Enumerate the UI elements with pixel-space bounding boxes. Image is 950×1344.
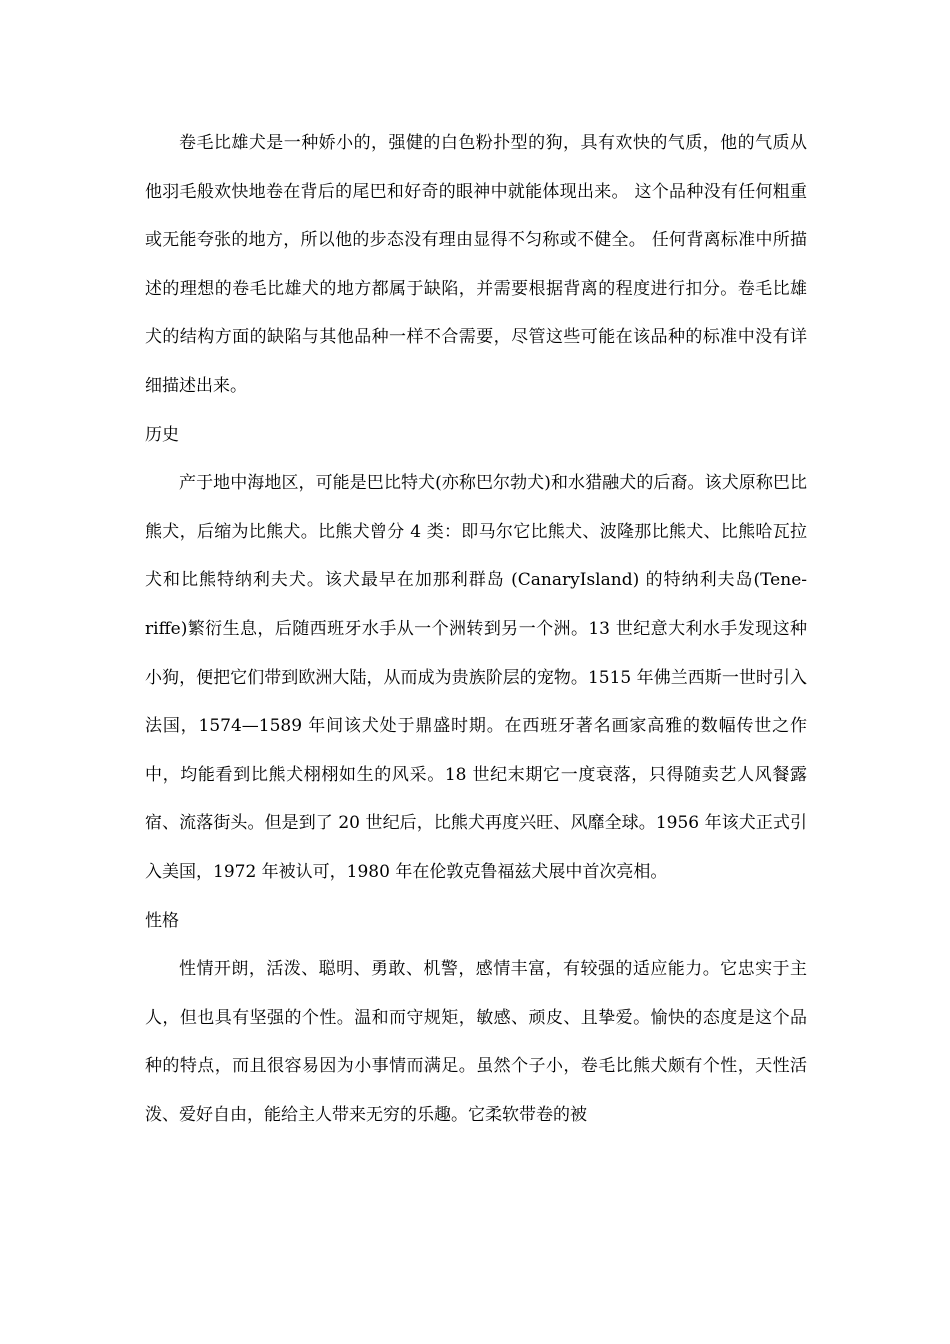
temperament-heading: 性格	[145, 910, 179, 931]
document-body	[145, 119, 807, 1139]
temperament-paragraph: 性情开朗，活泼、聪明、勇敢、机警，感情丰富，有较强的适应能力。它忠实于主人，但也具有坚强的个性。温和而守规矩，敏感、顽皮、且挚爱。愉快的态度是这个品种的特点，而且很容易因为小事情而满足。虽然个子小，卷毛比熊犬颇有个性，天性活泼、爱好自由，能给主人带来无穷的乐趣。它柔软带卷的被	[145, 959, 807, 1125]
intro-paragraph: 卷毛比雄犬是一种娇小的，强健的白色粉扑型的狗，具有欢快的气质，他的气质从他羽毛般欢快地卷在背后的尾巴和好奇的眼神中就能体现出来。 这个品种没有任何粗重或无能夸张的地方，所以他的步态没有理由显得不匀称或不健全。 任何背离标准中所描述的理想的卷毛比雄犬的地方都属于缺陷，并需要根据背离的程度进行扣分。卷毛比雄犬的结构方面的缺陷与其他品种一样不合需要，尽管这些可能在该品种的标准中没有详细描述出来。	[145, 133, 807, 396]
history-paragraph: 产于地中海地区，可能是巴比特犬(亦称巴尔勃犬)和水猎融犬的后裔。该犬原称巴比熊犬，后缩为比熊犬。比熊犬曾分 4 类：即马尔它比熊犬、波隆那比熊犬、比熊哈瓦拉犬和比熊特纳利夫犬。该犬最早在加那利群岛 (CanaryIsland) 的特纳利夫岛(Tene-riffe)繁衍生息，后随西班牙水手从一个洲转到另一个洲。13 世纪意大利水手发现这种小狗，便把它们带到欧洲大陆，从而成为贵族阶层的宠物。1515 年佛兰西斯一世时引入法国，1574—1589 年间该犬处于鼎盛时期。在西班牙著名画家高雅的数幅传世之作中，均能看到比熊犬栩栩如生的风采。18 世纪末期它一度衰落，只得随卖艺人风餐露宿、流落街头。但是到了 20 世纪后，比熊犬再度兴旺、风靡全球。1956 年该犬正式引入美国，1972 年被认可，1980 年在伦敦克鲁福兹犬展中首次亮相。	[145, 473, 807, 882]
history-heading: 历史	[145, 424, 179, 445]
